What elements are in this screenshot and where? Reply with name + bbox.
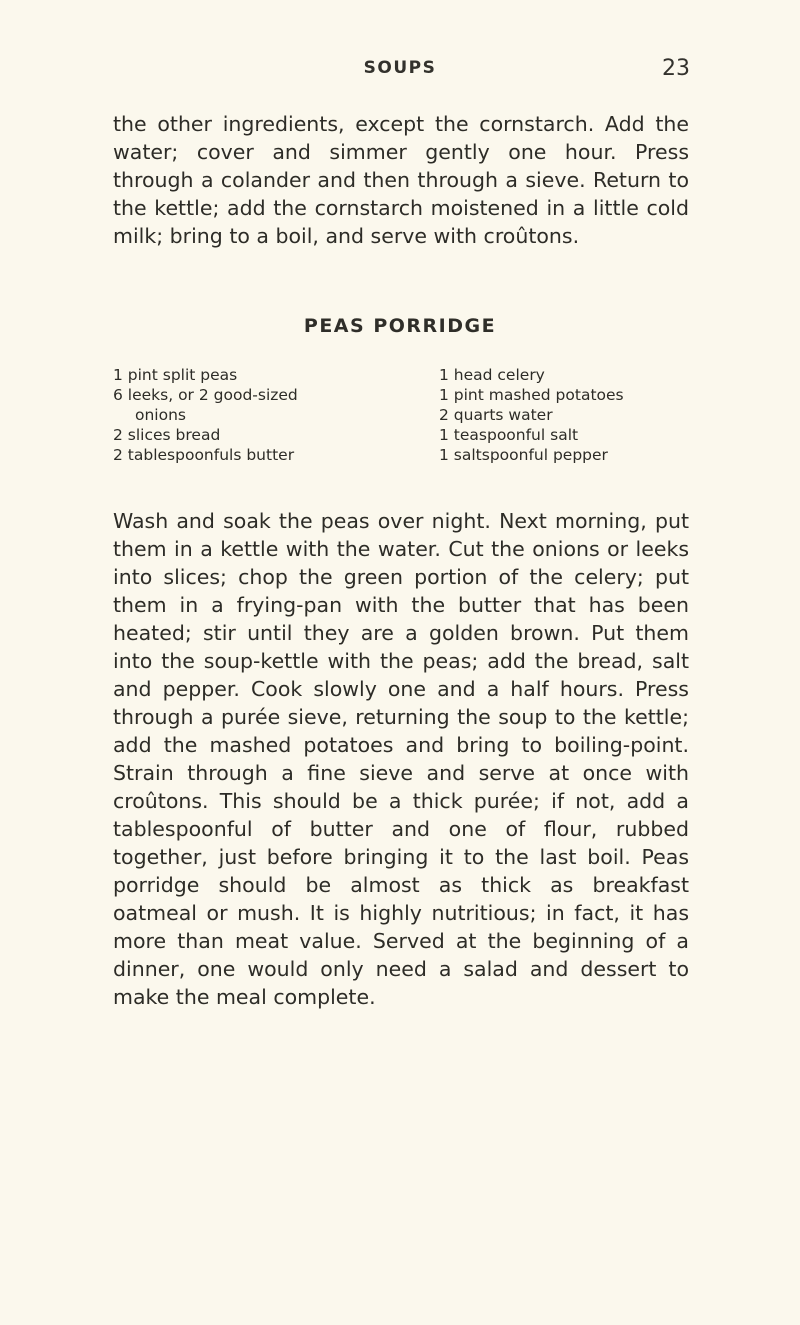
ingredient-column-right	[439, 365, 689, 465]
continued-paragraph: the other ingredients, except the cornstarch. Add the water; cover and simmer gently one hour. Press through a colander and then through a sieve. Return to the kettle; add the cornstarch moistened in a little cold milk; bring to a boil, and serve with croûtons.	[113, 112, 689, 248]
ingredient-item: 6 leeks, or 2 good-sized	[113, 386, 298, 404]
ingredient-list	[113, 365, 689, 495]
running-title: SOUPS	[363, 58, 437, 78]
recipe-title: PEAS PORRIDGE	[303, 315, 497, 337]
ingredient-column-left	[113, 365, 383, 465]
ingredient-item: 1 pint mashed potatoes	[439, 386, 624, 404]
page-number: 23	[662, 56, 690, 81]
ingredient-item: 2 quarts water	[439, 406, 553, 424]
ingredient-item: 1 pint split peas	[113, 366, 238, 384]
ingredient-item: 1 teaspoonful salt	[439, 426, 579, 444]
running-head	[0, 56, 800, 92]
ingredient-item: 2 tablespoonfuls butter	[113, 446, 295, 464]
ingredient-item: 1 head celery	[439, 366, 545, 384]
ingredient-item: 1 saltspoonful pepper	[439, 446, 608, 464]
ingredient-item-continuation: onions	[135, 406, 186, 424]
ingredient-item: 2 slices bread	[113, 426, 221, 444]
method-paragraph: Wash and soak the peas over night. Next morning, put them in a kettle with the water. Cut the onions or leeks into slices; chop the green portion of the celery; put them in a frying-pan with the butter that has been heated; stir until they are a golden brown. Put them into the soup-kettle with the peas; add the bread, salt and pepper. Cook slowly one and a half hours. Press through a purée sieve, returning the soup to the kettle; add the mashed potatoes and bring to boiling-point. Strain through a fine sieve and serve at once with croûtons. This should be a thick purée; if not, add a tablespoonful of butter and one of flour, rubbed together, just before bringing it to the last boil. Peas porridge should be almost as thick as breakfast oatmeal or mush. It is highly nutritious; in fact, it has more than meat value. Served at the beginning of a dinner, one would only need a salad and dessert to make the meal complete.	[113, 509, 689, 1009]
